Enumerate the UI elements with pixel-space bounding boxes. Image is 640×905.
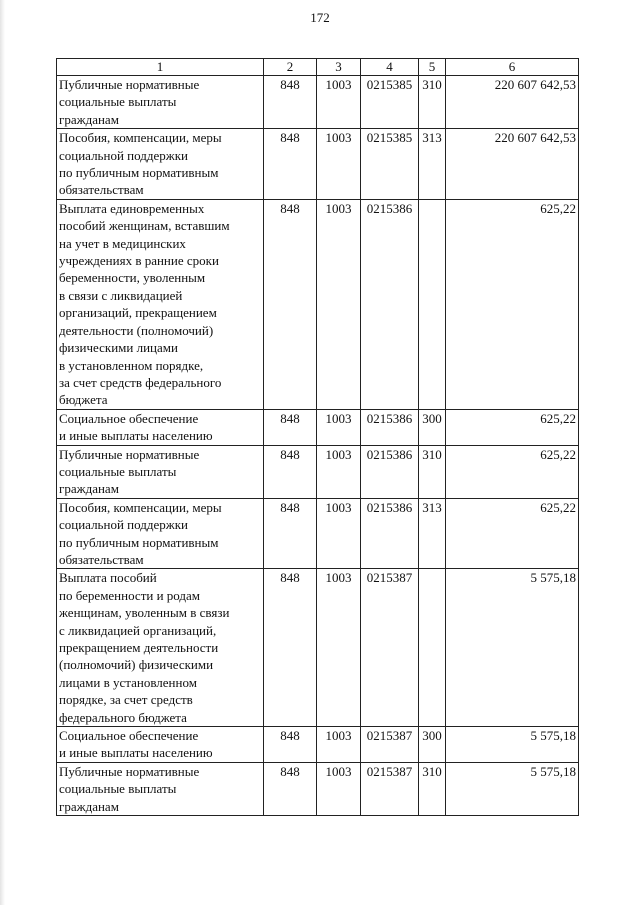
ministry-code-cell (264, 199, 317, 409)
amount-cell-text: 625,22 (540, 200, 576, 216)
section-code-cell-text: 1003 (325, 77, 352, 92)
budget-table (56, 58, 579, 816)
ministry-code-cell-text: 848 (280, 446, 300, 462)
row-name-cell (57, 129, 264, 200)
amount-cell (446, 569, 579, 727)
amount-cell (446, 199, 579, 409)
ministry-code-cell-text: 848 (280, 410, 300, 426)
target-article-cell (361, 129, 419, 200)
table-row (57, 445, 579, 498)
row-name-cell-text: Пособия, компенсации, меры социальной поддержки по публичным нормативным обязательствам (59, 499, 222, 567)
section-code-cell (317, 569, 361, 727)
section-code-cell (317, 727, 361, 763)
target-article-cell-text: 0215387 (366, 570, 413, 586)
ministry-code-cell (264, 76, 317, 129)
table-row (57, 498, 579, 569)
target-article-cell (361, 199, 419, 409)
row-name-cell-text: Публичные нормативные социальные выплаты гражданам (59, 446, 200, 497)
expense-type-cell (419, 445, 446, 498)
target-article-cell (361, 409, 419, 445)
target-article-cell-text: 0215385 (366, 130, 413, 146)
row-name-cell-text: Публичные нормативные социальные выплаты гражданам (59, 763, 200, 814)
section-code-cell-text: 1003 (325, 499, 352, 515)
amount-cell-text: 5 575,18 (530, 763, 576, 779)
section-code-cell (317, 762, 361, 815)
target-article-cell (361, 569, 419, 727)
expense-type-cell-text: 310 (422, 763, 442, 779)
page-number: 172 (310, 10, 330, 25)
ministry-code-cell-text: 848 (280, 77, 300, 92)
section-code-cell-text: 1003 (325, 410, 352, 426)
ministry-code-cell-text: 848 (280, 763, 300, 779)
expense-type-cell (419, 727, 446, 763)
table-row (57, 129, 579, 200)
section-code-cell-text: 1003 (325, 130, 352, 146)
ministry-code-cell-text: 848 (280, 130, 300, 146)
section-code-cell (317, 409, 361, 445)
row-name-cell (57, 498, 264, 569)
page-edge-shadow (0, 0, 5, 905)
row-name-cell (57, 569, 264, 727)
expense-type-cell (419, 409, 446, 445)
column-header: 4 (361, 59, 419, 76)
ministry-code-cell (264, 445, 317, 498)
amount-cell-text: 625,22 (540, 446, 576, 462)
ministry-code-cell-text: 848 (280, 200, 300, 216)
section-code-cell (317, 129, 361, 200)
amount-cell-text: 625,22 (540, 499, 576, 515)
target-article-cell-text: 0215386 (366, 499, 413, 515)
row-name-cell (57, 445, 264, 498)
amount-cell (446, 445, 579, 498)
table-row (57, 569, 579, 727)
section-code-cell (317, 445, 361, 498)
section-code-cell-text: 1003 (325, 763, 352, 779)
amount-cell-text: 220 607 642,53 (494, 130, 576, 146)
expense-type-cell-text: 300 (422, 728, 442, 744)
ministry-code-cell (264, 498, 317, 569)
table-row (57, 762, 579, 815)
row-name-cell-text: Социальное обеспечение и иные выплаты населению (59, 410, 213, 444)
section-code-cell-text: 1003 (325, 446, 352, 462)
column-header: 1 (57, 59, 264, 76)
target-article-cell-text: 0215387 (366, 763, 413, 779)
ministry-code-cell-text: 848 (280, 570, 300, 586)
row-name-cell-text: Публичные нормативные социальные выплаты гражданам (59, 77, 200, 127)
expense-type-cell-text: 310 (422, 446, 442, 462)
ministry-code-cell (264, 762, 317, 815)
target-article-cell (361, 762, 419, 815)
amount-cell (446, 129, 579, 200)
amount-cell (446, 498, 579, 569)
section-code-cell (317, 498, 361, 569)
expense-type-cell-text: 313 (422, 499, 442, 515)
target-article-cell-text: 0215386 (366, 410, 413, 426)
expense-type-cell (419, 76, 446, 129)
column-header: 2 (264, 59, 317, 76)
section-code-cell-text: 1003 (325, 728, 352, 744)
row-name-cell (57, 199, 264, 409)
target-article-cell (361, 498, 419, 569)
expense-type-cell (419, 569, 446, 727)
amount-cell-text: 5 575,18 (530, 728, 576, 744)
ministry-code-cell (264, 727, 317, 763)
amount-cell (446, 727, 579, 763)
target-article-cell-text: 0215385 (366, 77, 413, 92)
expense-type-cell (419, 129, 446, 200)
row-name-cell (57, 76, 264, 129)
amount-cell (446, 409, 579, 445)
expense-type-cell (419, 498, 446, 569)
column-header: 6 (446, 59, 579, 76)
row-name-cell (57, 727, 264, 763)
row-name-cell-text: Выплата пособий по беременности и родам женщинам, уволенным в связи с ликвидацией организаций, прекращением деятельности (полномочий) физическими лицами в установленном порядке, за счет средств федерального бюджета (59, 570, 230, 725)
expense-type-cell-text: 310 (422, 77, 442, 92)
table-row (57, 76, 579, 129)
row-name-cell-text: Социальное обеспечение и иные выплаты населению (59, 728, 213, 761)
row-name-cell-text: Выплата единовременных пособий женщинам, вставшим на учет в медицинских учреждениях в ранние сроки беременности, уволенным в связи с ликвидацией организаций, прекращением деятельности (полномочий) физическими лицами в установленном порядке, за счет средств федерального бюджета (59, 200, 230, 408)
amount-cell-text: 220 607 642,53 (494, 77, 576, 92)
ministry-code-cell-text: 848 (280, 728, 300, 744)
table-row (57, 409, 579, 445)
expense-type-cell (419, 199, 446, 409)
amount-cell (446, 76, 579, 129)
section-code-cell-text: 1003 (325, 570, 352, 586)
section-code-cell (317, 76, 361, 129)
amount-cell (446, 762, 579, 815)
amount-cell-text: 5 575,18 (530, 570, 576, 586)
row-name-cell (57, 409, 264, 445)
target-article-cell-text: 0215386 (366, 200, 413, 216)
target-article-cell-text: 0215387 (366, 728, 413, 744)
ministry-code-cell (264, 129, 317, 200)
row-name-cell (57, 762, 264, 815)
column-header: 3 (317, 59, 361, 76)
target-article-cell (361, 727, 419, 763)
expense-type-cell (419, 762, 446, 815)
target-article-cell (361, 76, 419, 129)
expense-type-cell-text: 313 (422, 130, 442, 146)
ministry-code-cell (264, 409, 317, 445)
column-header: 5 (419, 59, 446, 76)
ministry-code-cell-text: 848 (280, 499, 300, 515)
table-row (57, 727, 579, 763)
target-article-cell-text: 0215386 (366, 446, 413, 462)
expense-type-cell-text: 300 (422, 410, 442, 426)
table-header-row (57, 59, 579, 76)
target-article-cell (361, 445, 419, 498)
table-row (57, 199, 579, 409)
ministry-code-cell (264, 569, 317, 727)
row-name-cell-text: Пособия, компенсации, меры социальной поддержки по публичным нормативным обязательствам (59, 130, 222, 198)
section-code-cell (317, 199, 361, 409)
amount-cell-text: 625,22 (540, 410, 576, 426)
section-code-cell-text: 1003 (325, 200, 352, 216)
